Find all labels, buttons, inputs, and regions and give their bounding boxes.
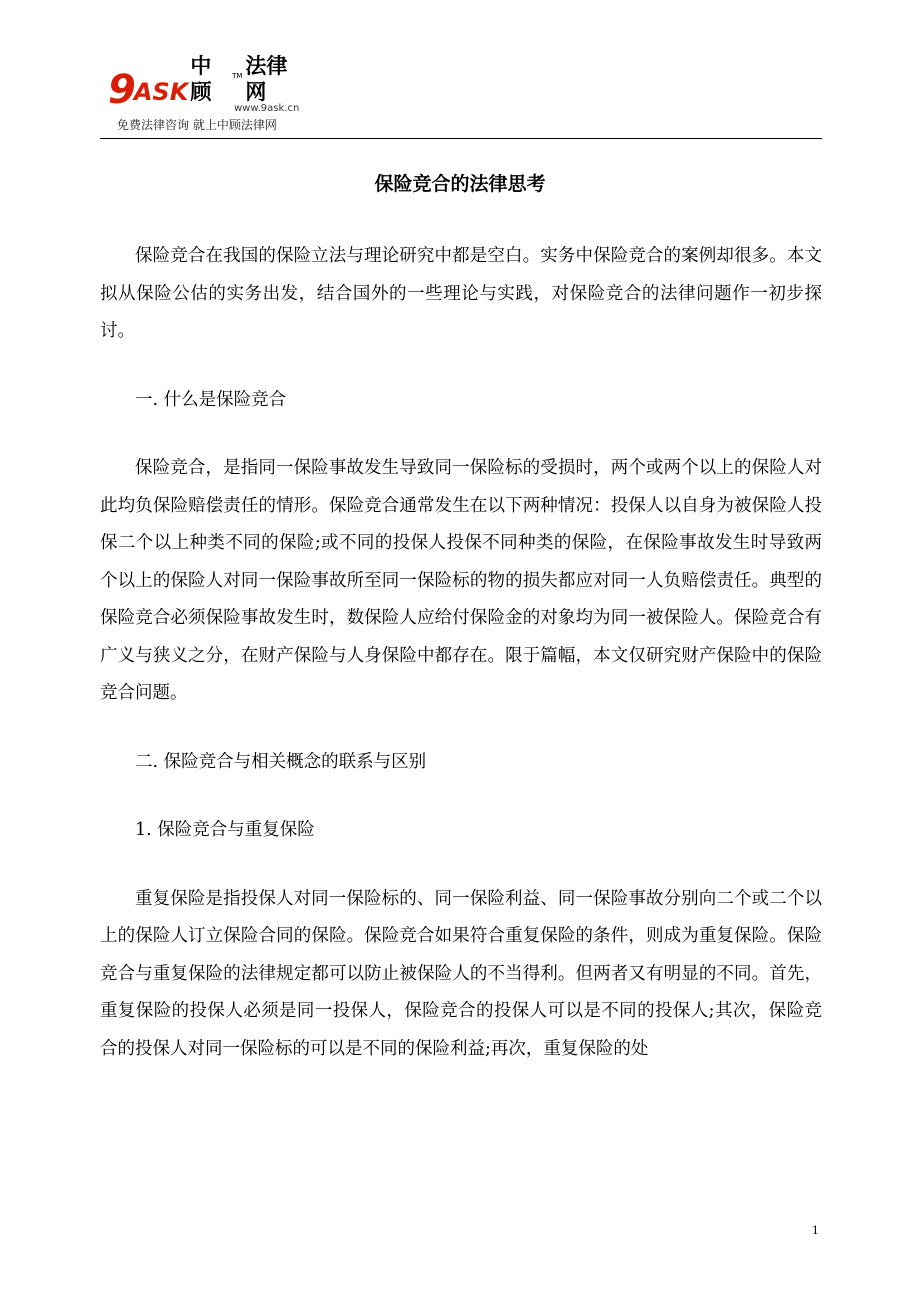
logo-trademark: TM — [232, 72, 243, 80]
section-heading-2: 二. 保险竞合与相关概念的联系与区别 — [135, 751, 427, 772]
section-heading-1: 一. 什么是保险竞合 — [135, 389, 287, 410]
site-logo — [108, 54, 308, 134]
body-paragraph-intro: 保险竞合在我国的保险立法与理论研究中都是空白。实务中保险竞合的案例却很多。本文拟从保险公估的实务出发，结合国外的一些理论与实践，对保险竞合的法律问题作一初步探讨。 — [100, 246, 822, 341]
header-divider — [100, 138, 822, 139]
logo-url: www.9ask.cn — [234, 103, 300, 114]
logo-zhonggu: 中顾 — [190, 54, 212, 104]
logo-nine: 9 — [108, 67, 134, 113]
body-paragraph-double-insurance: 重复保险是指投保人对同一保险标的、同一保险利益、同一保险事故分别向二个或二个以上的保险人订立保险合同的保险。保险竞合如果符合重复保险的条件，则成为重复保险。保险竞合与重复保险的法律规定都可以防止被保险人的不当得利。但两者又有明显的不同。首先，重复保险的投保人必须是同一投保人，保险竞合的投保人可以是不同的投保人;其次，保险竞合的投保人对同一保险标的可以是不同的保险利益;再次，重复保险的处 — [100, 888, 822, 1059]
logo-falvwang: 法律网 — [245, 54, 288, 104]
page-number: 1 — [812, 1222, 819, 1237]
subsection-heading-2-1: 1. 保险竞合与重复保险 — [135, 820, 315, 840]
body-paragraph-definition: 保险竞合，是指同一保险事故发生导致同一保险标的受损时，两个或两个以上的保险人对此均负保险赔偿责任的情形。保险竞合通常发生在以下两种情况：投保人以自身为被保险人投保二个以上种类不同的保险;或不同的投保人投保不同种类的保险，在保险事故发生时导致两个以上的保险人对同一保险事故所至同一保险标的物的损失都应对同一人负赔偿责任。典型的保险竞合必须保险事故发生时，数保险人应给付保险金的对象均为同一被保险人。保险竞合有广义与狭义之分，在财产保险与人身保险中都存在。限于篇幅，本文仅研究财产保险中的保险竞合问题。 — [100, 458, 822, 703]
logo-tagline: 免费法律咨询 就上中顾法律网 — [117, 118, 277, 132]
logo-ask: ASK — [133, 78, 189, 106]
document-title: 保险竞合的法律思考 — [374, 173, 546, 195]
document-body — [100, 238, 822, 1099]
